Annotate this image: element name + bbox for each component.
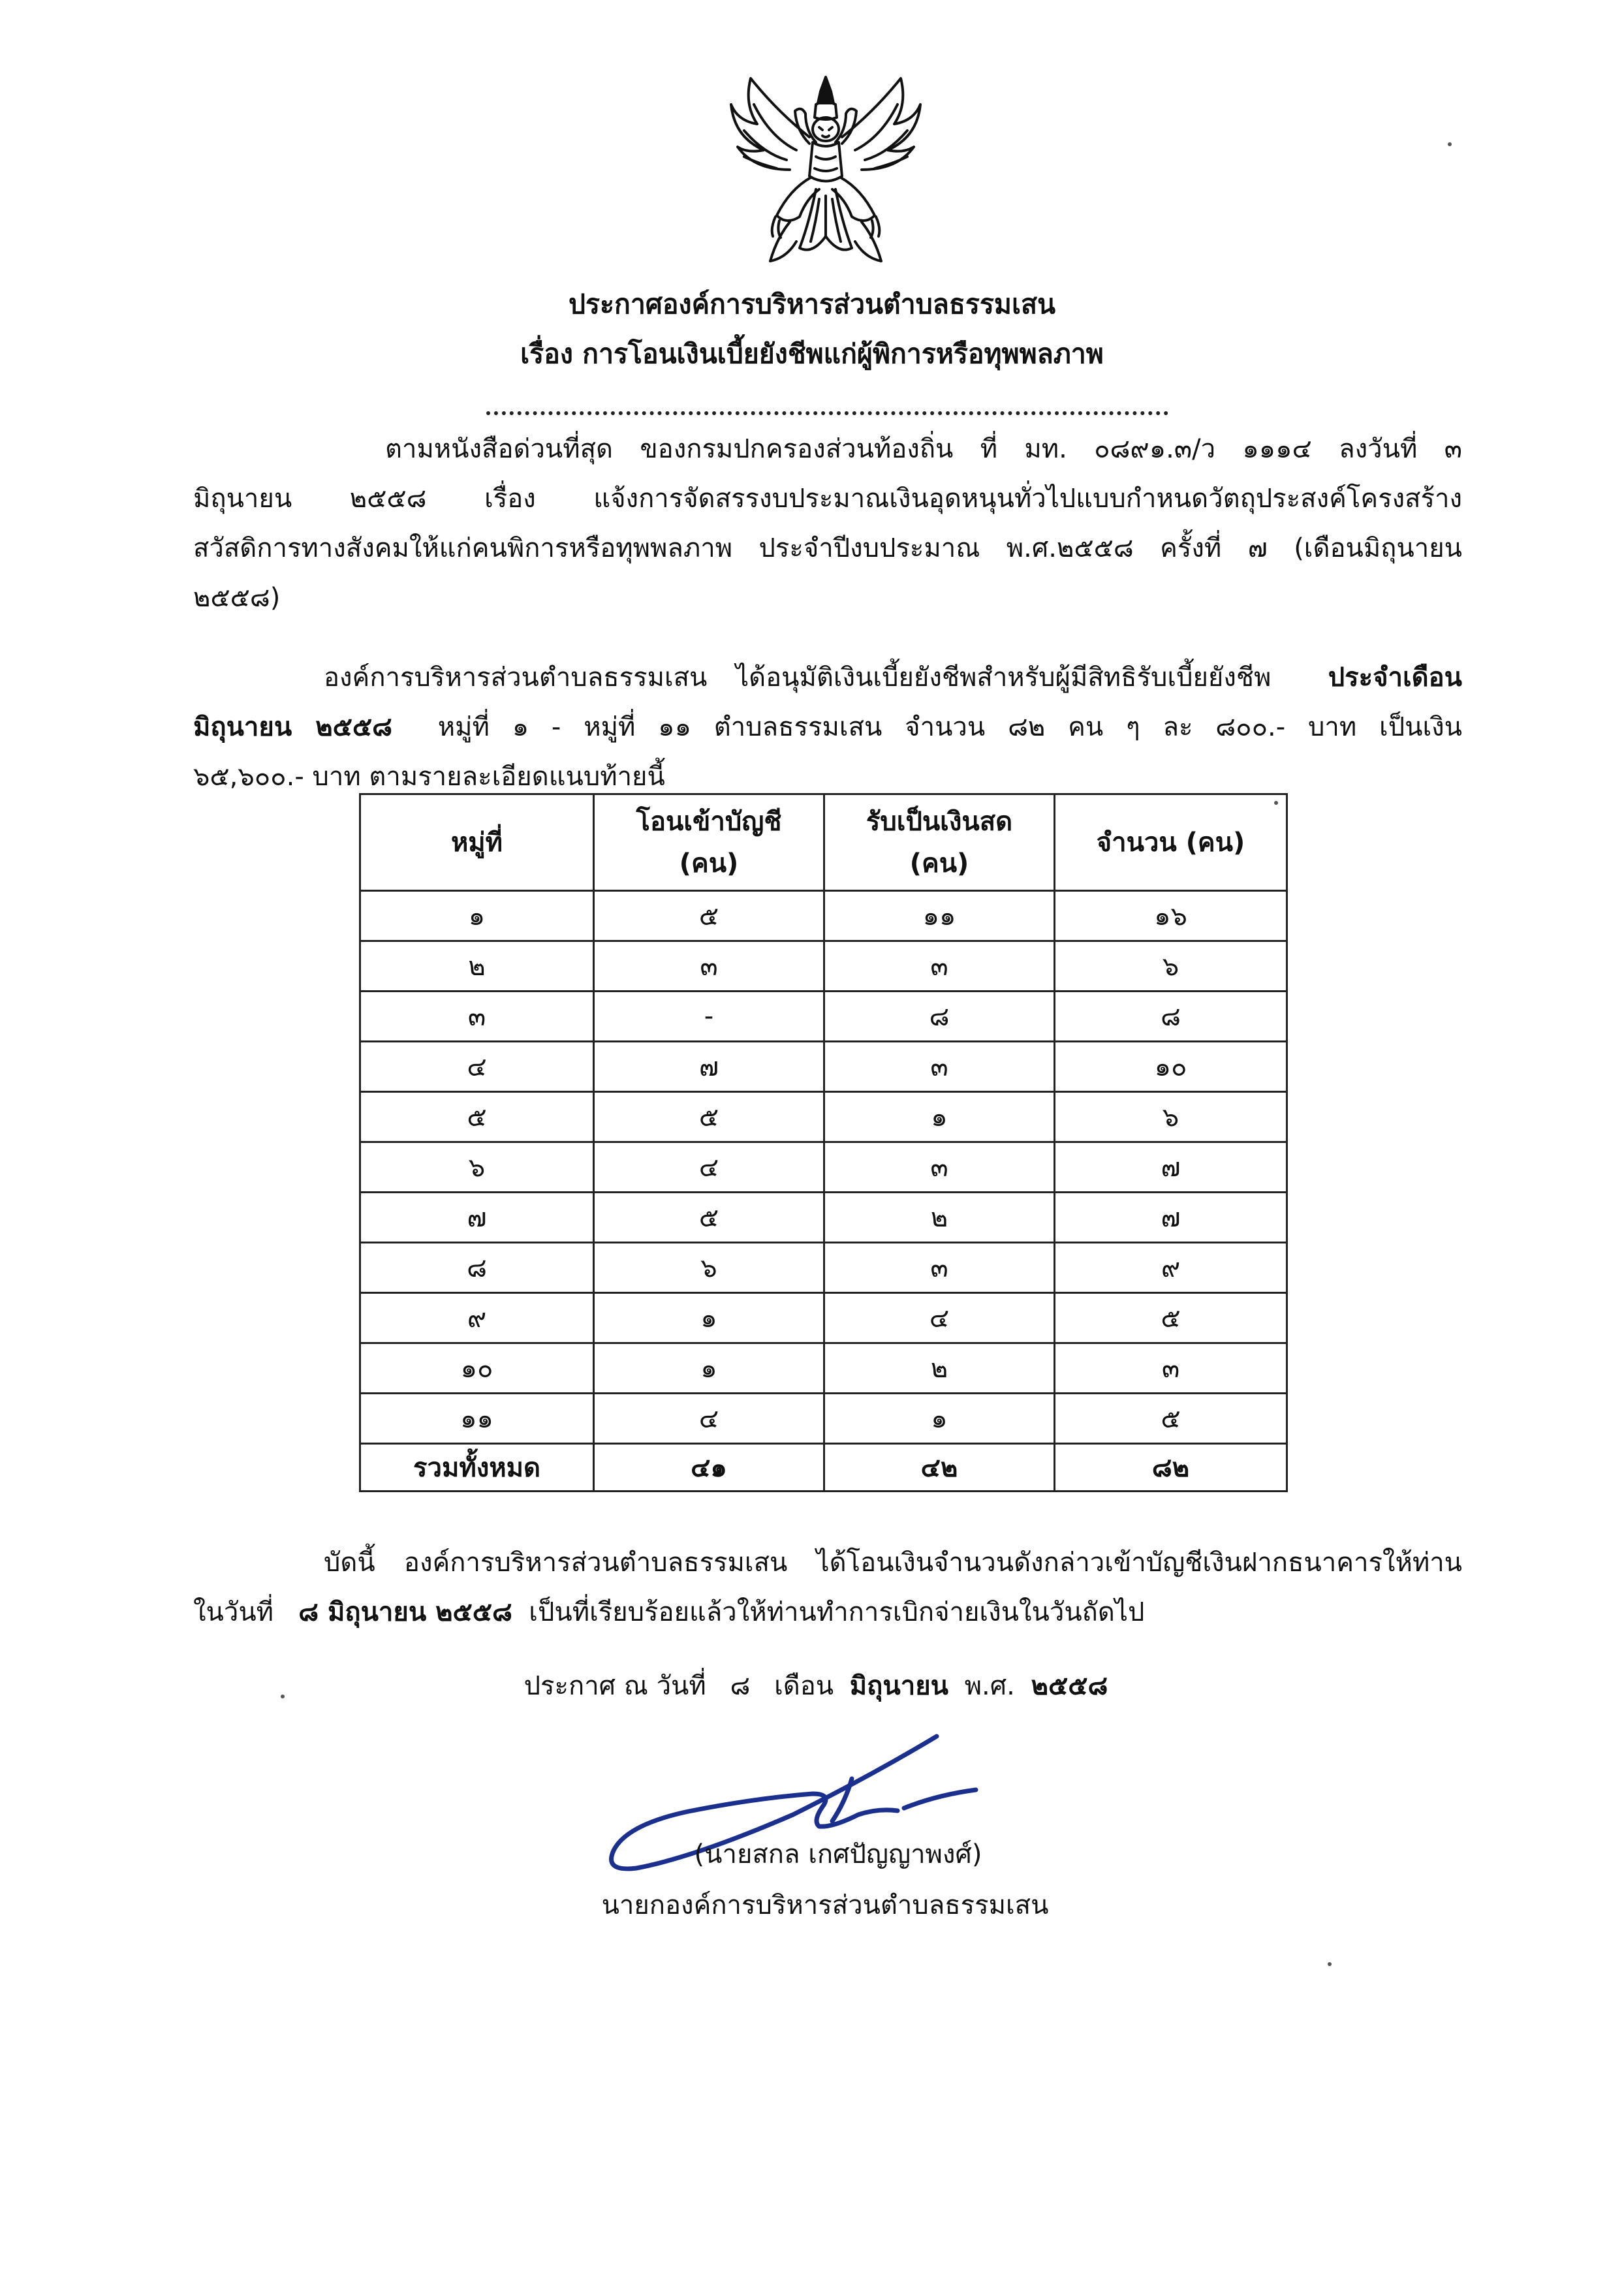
cell-village: ๖	[360, 1142, 594, 1193]
table-row	[360, 992, 1287, 1042]
table-row	[360, 1243, 1287, 1293]
scan-speck	[1274, 801, 1278, 805]
approval-period-label: ประจำเดือน	[1328, 663, 1462, 693]
cell-cash: ๓	[824, 1142, 1055, 1193]
total-transfer: ๔๑	[594, 1444, 824, 1492]
cell-total: ๕	[1055, 1293, 1287, 1343]
scan-speck	[281, 1695, 285, 1698]
cell-total: ๖	[1055, 1092, 1287, 1142]
cell-village: ๗	[360, 1193, 594, 1243]
paragraph1-line: ตามหนังสือด่วนที่สุด ของกรมปกครองส่วนท้องถิ่น ที่ มท. ๐๘๙๑.๓/ว ๑๑๑๔ ลงวันที่ ๓	[385, 434, 1462, 464]
cell-total: ๗	[1055, 1193, 1287, 1243]
signer-name: (นายสกล เกศปัญญาพงศ์)	[694, 1839, 982, 1869]
cell-village: ๘	[360, 1243, 594, 1293]
cell-cash: ๓	[824, 941, 1055, 992]
cell-total: ๓	[1055, 1343, 1287, 1394]
table-row	[360, 941, 1287, 992]
announcement-title: ประกาศองค์การบริหารส่วนตำบลธรรมเสน	[568, 289, 1056, 320]
table-row	[360, 1394, 1287, 1444]
paragraph1-line: ๒๕๕๘)	[193, 583, 281, 613]
cell-total: ๑๖	[1055, 891, 1287, 941]
paragraph2-line: ๖๕,๖๐๐.- บาท ตามรายละเอียดแนบท้ายนี้	[193, 762, 665, 792]
cell-transfer: ๕	[594, 891, 824, 941]
garuda-emblem	[725, 65, 927, 274]
cell-transfer: ๑	[594, 1293, 824, 1343]
cell-village: ๕	[360, 1092, 594, 1142]
cell-total: ๗	[1055, 1142, 1287, 1193]
cell-cash: ๑	[824, 1092, 1055, 1142]
cell-cash: ๔	[824, 1293, 1055, 1343]
cell-village: ๑๑	[360, 1394, 594, 1444]
cell-transfer: ๕	[594, 1092, 824, 1142]
signer-title: นายกองค์การบริหารส่วนตำบลธรรมเสน	[601, 1890, 1049, 1920]
scan-speck	[1328, 1962, 1332, 1966]
header-cash	[824, 794, 1055, 891]
cell-transfer: ๔	[594, 1394, 824, 1444]
cell-transfer: ๓	[594, 941, 824, 992]
paragraph3-line	[193, 1587, 1462, 1637]
cell-cash: ๑	[824, 1394, 1055, 1444]
approval-detail: หมู่ที่ ๑ - หมู่ที่ ๑๑ ตำบลธรรมเสน จำนวน ๘๒ คน ๆ ละ ๘๐๐.- บาท เป็นเงิน	[437, 712, 1463, 742]
cell-total: ๙	[1055, 1243, 1287, 1293]
cell-transfer: ๕	[594, 1193, 824, 1243]
table-row	[360, 1142, 1287, 1193]
announce-year: ๒๕๕๘	[1031, 1671, 1108, 1701]
table-row	[360, 1293, 1287, 1343]
header-cash-label: รับเป็นเงินสด	[866, 806, 1013, 837]
announcement-subject: เรื่อง การโอนเงินเบี้ยยังชีพแก่ผู้พิการหรือทุพพลภาพ	[520, 338, 1104, 369]
total-label: รวมทั้งหมด	[360, 1444, 594, 1492]
allowance-table	[359, 793, 1288, 1492]
total-cash: ๔๒	[824, 1444, 1055, 1492]
cell-transfer: ๔	[594, 1142, 824, 1193]
announce-month: มิถุนายน	[849, 1671, 948, 1701]
cell-transfer: ๖	[594, 1243, 824, 1293]
approval-text: องค์การบริหารส่วนตำบลธรรมเสน ได้อนุมัติเงินเบี้ยยังชีพสำหรับผู้มีสิทธิรับเบี้ยยังชีพ	[324, 663, 1272, 693]
table-total-row	[360, 1444, 1287, 1492]
cell-total: ๖	[1055, 941, 1287, 992]
cell-total: ๕	[1055, 1394, 1287, 1444]
paragraph-approval	[193, 653, 1462, 802]
header-cash-unit: (คน)	[909, 848, 969, 879]
paragraph1-line: สวัสดิการทางสังคมให้แก่คนพิการหรือทุพพลภาพ ประจำปีงบประมาณ พ.ศ.๒๕๕๘ ครั้งที่ ๗ (เดือนมิถุนายน	[193, 533, 1462, 563]
cell-total: ๑๐	[1055, 1042, 1287, 1092]
cell-total: ๘	[1055, 992, 1287, 1042]
header-transfer-label: โอนเข้าบัญชี	[636, 806, 782, 837]
cell-village: ๙	[360, 1293, 594, 1343]
paragraph3-line: บัดนี้ องค์การบริหารส่วนตำบลธรรมเสน ได้โอนเงินจำนวนดังกล่าวเข้าบัญชีเงินฝากธนาคารให้ท่าน	[324, 1548, 1462, 1578]
announce-day: ๘	[730, 1671, 751, 1701]
announce-year-label: พ.ศ.	[964, 1671, 1015, 1701]
cell-village: ๑	[360, 891, 594, 941]
cell-transfer: ๗	[594, 1042, 824, 1092]
table-row	[360, 1042, 1287, 1092]
announce-month-label: เดือน	[774, 1671, 834, 1701]
dotted-divider	[486, 411, 1168, 415]
table-row	[360, 891, 1287, 941]
cell-transfer: -	[594, 992, 824, 1042]
paragraph-reference-letter	[193, 424, 1462, 623]
transfer-date-prefix: ในวันที่	[193, 1597, 274, 1627]
announcement-date	[0, 1663, 1624, 1709]
paragraph2-line	[193, 702, 1462, 752]
announce-prefix: ประกาศ ณ วันที่	[523, 1671, 706, 1701]
approval-month: มิถุนายน ๒๕๕๘	[193, 712, 393, 742]
cell-cash: ๘	[824, 992, 1055, 1042]
cell-village: ๓	[360, 992, 594, 1042]
scan-speck	[1448, 142, 1452, 146]
table-row	[360, 1193, 1287, 1243]
table-row	[360, 1343, 1287, 1394]
header-total: จำนวน (คน)	[1055, 794, 1287, 891]
paragraph2-line	[193, 653, 1462, 702]
table-header-row	[360, 794, 1287, 891]
cell-cash: ๒	[824, 1343, 1055, 1394]
cell-cash: ๓	[824, 1243, 1055, 1293]
cell-cash: ๒	[824, 1193, 1055, 1243]
table-row	[360, 1092, 1287, 1142]
cell-cash: ๓	[824, 1042, 1055, 1092]
header-transfer-unit: (คน)	[679, 848, 739, 879]
cell-village: ๒	[360, 941, 594, 992]
cell-village: ๔	[360, 1042, 594, 1092]
cell-transfer: ๑	[594, 1343, 824, 1394]
transfer-date: ๘ มิถุนายน ๒๕๕๘	[298, 1597, 512, 1627]
header-transfer	[594, 794, 824, 891]
cell-cash: ๑๑	[824, 891, 1055, 941]
paragraph1-line: มิถุนายน ๒๕๕๘ เรื่อง แจ้งการจัดสรรงบประมาณเงินอุดหนุนทั่วไปแบบกำหนดวัตถุประสงค์โครงสร้าง	[193, 484, 1462, 514]
cell-village: ๑๐	[360, 1343, 594, 1394]
transfer-date-suffix: เป็นที่เรียบร้อยแล้วให้ท่านทำการเบิกจ่ายเงินในวันถัดไป	[529, 1597, 1145, 1627]
header-village: หมู่ที่	[360, 794, 594, 891]
paragraph-transfer-notice	[193, 1538, 1462, 1637]
total-count: ๘๒	[1055, 1444, 1287, 1492]
